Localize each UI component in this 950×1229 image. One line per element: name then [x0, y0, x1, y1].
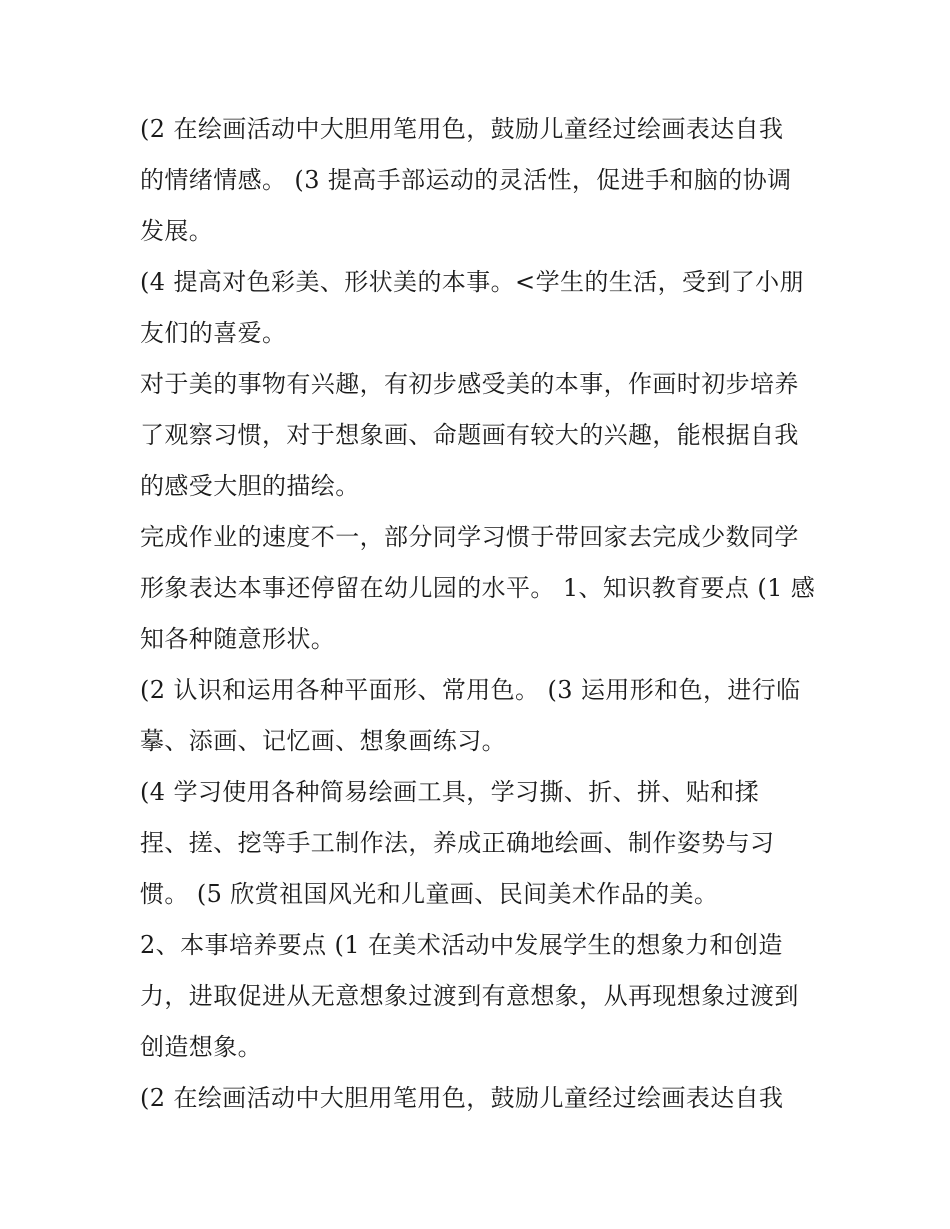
text-line: (4 提高对色彩美、形状美的本事。<学生的生活，受到了小朋	[140, 268, 804, 296]
document-body	[140, 104, 820, 1124]
text-line: 的情绪情感。 (3 提高手部运动的灵活性，促进手和脑的协调	[140, 166, 792, 194]
text-line: 捏、搓、挖等手工制作法，养成正确地绘画、制作姿势与习	[140, 829, 775, 857]
text-line: 的感受大胆的描绘。	[140, 472, 360, 500]
text-line: 2、本事培养要点 (1 在美术活动中发展学生的想象力和创造	[140, 931, 783, 959]
text-line: 知各种随意形状。	[140, 625, 336, 653]
text-line: 完成作业的速度不一，部分同学习惯于带回家去完成少数同学	[140, 523, 799, 551]
text-line: 形象表达本事还停留在幼儿园的水平。 1、知识教育要点 (1 感	[140, 574, 816, 602]
text-line: 惯。 (5 欣赏祖国风光和儿童画、民间美术作品的美。	[140, 880, 719, 908]
text-line: 发展。	[140, 217, 214, 245]
text-line: 力，进取促进从无意想象过渡到有意想象，从再现想象过渡到	[140, 982, 799, 1010]
text-line: 摹、添画、记忆画、想象画练习。	[140, 727, 506, 755]
text-line: (4 学习使用各种简易绘画工具，学习撕、折、拼、贴和揉	[140, 778, 760, 806]
text-line: 了观察习惯，对于想象画、命题画有较大的兴趣，能根据自我	[140, 421, 799, 449]
text-line: 友们的喜爱。	[140, 319, 287, 347]
text-line: 对于美的事物有兴趣，有初步感受美的本事，作画时初步培养	[140, 370, 799, 398]
text-line: (2 在绘画活动中大胆用笔用色，鼓励儿童经过绘画表达自我	[140, 1084, 784, 1112]
text-line: (2 认识和运用各种平面形、常用色。 (3 运用形和色，进行临	[140, 676, 801, 704]
text-line: 创造想象。	[140, 1033, 262, 1061]
text-line: (2 在绘画活动中大胆用笔用色，鼓励儿童经过绘画表达自我	[140, 115, 784, 143]
